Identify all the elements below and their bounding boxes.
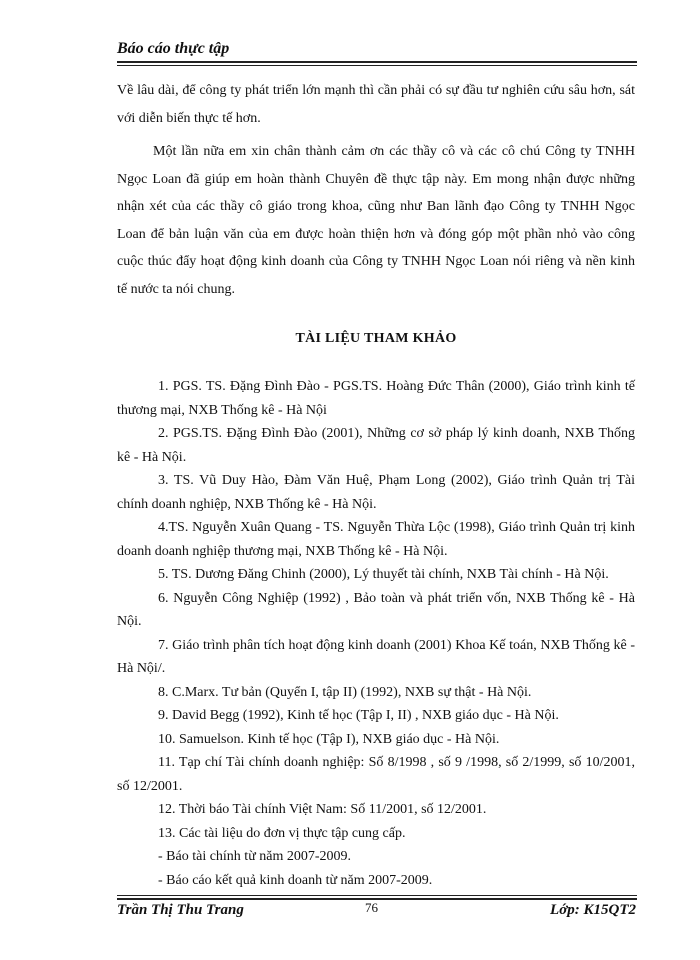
reference-item: 12. Thời báo Tài chính Việt Nam: Số 11/2001, số 12/2001. [158, 802, 487, 817]
header-rule [117, 61, 637, 66]
footer-class: Lớp: K15QT2 [550, 902, 636, 918]
reference-item: 7. Giáo trình phân tích hoạt động kinh doanh (2001) Khoa Kế toán, NXB Thống kê - Hà Nội/. [117, 637, 635, 676]
reference-item: 2. PGS.TS. Đặng Đình Đào (2001), Những cơ sở pháp lý kinh doanh, NXB Thống kê - Hà Nội. [117, 426, 635, 465]
paragraph-1: Về lâu dài, để công ty phát triển lớn mạnh thì cần phải có sự đầu tư nghiên cứu sâu hơn, sát với diễn biến thực tế hơn. [117, 83, 635, 126]
reference-item: 3. TS. Vũ Duy Hào, Đàm Văn Huệ, Phạm Long (2002), Giáo trình Quản trị Tài chính doanh nghiệp, NXB Thống kê - Hà Nội. [117, 473, 635, 512]
paragraph-2: Một lần nữa em xin chân thành cảm ơn các thầy cô và các cô chú Công ty TNHH Ngọc Loan đã giúp em hoàn thành Chuyên đề thực tập này. Em mong nhận được những nhận xét của các thầy cô giáo trong khoa, cũng như Ban lãnh đạo Công ty TNHH Ngọc Loan để bản luận văn của em được hoàn thiện hơn và đóng góp một phần nhỏ vào công cuộc thúc đẩy hoạt động kinh doanh của Công ty TNHH Ngọc Loan nói riêng và nền kinh tế nước ta nói chung. [117, 144, 635, 297]
page-number: 76 [365, 900, 378, 915]
reference-item: 8. C.Marx. Tư bản (Quyển I, tập II) (1992), NXB sự thật - Hà Nội. [158, 684, 532, 700]
reference-item: - Báo cáo kết quả kinh doanh từ năm 2007-2009. [158, 872, 433, 888]
reference-item: 6. Nguyễn Công Nghiệp (1992) , Bảo toàn và phát triển vốn, NXB Thống kê - Hà Nội. [117, 590, 635, 629]
reference-item: 9. David Begg (1992), Kinh tế học (Tập I, II) , NXB giáo dục - Hà Nội. [158, 708, 559, 723]
reference-item: 1. PGS. TS. Đặng Đình Đào - PGS.TS. Hoàng Đức Thân (2000), Giáo trình kinh tế thương mại, NXB Thống kê - Hà Nội [117, 379, 635, 418]
footer-author: Trần Thị Thu Trang [117, 902, 244, 918]
reference-item: 5. TS. Dương Đăng Chinh (2000), Lý thuyết tài chính, NXB Tài chính - Hà Nội. [158, 567, 609, 582]
reference-item: 4.TS. Nguyễn Xuân Quang - TS. Nguyễn Thừa Lộc (1998), Giáo trình Quản trị kinh doanh doanh nghiệp thương mại, NXB Thống kê - Hà Nội. [117, 520, 635, 559]
references-list [117, 375, 635, 892]
reference-item: 13. Các tài liệu do đơn vị thực tập cung cấp. [158, 825, 406, 841]
page-header-title: Báo cáo thực tập [117, 40, 230, 57]
reference-item: 11. Tạp chí Tài chính doanh nghiệp: Số 8/1998 , số 9 /1998, số 2/1999, số 10/2001, số 12/2001. [117, 755, 635, 794]
reference-item: - Báo tài chính từ năm 2007-2009. [158, 849, 352, 864]
reference-item: 10. Samuelson. Kinh tế học (Tập I), NXB giáo dục - Hà Nội. [158, 731, 500, 747]
references-title: TÀI LIỆU THAM KHẢO [295, 331, 457, 346]
